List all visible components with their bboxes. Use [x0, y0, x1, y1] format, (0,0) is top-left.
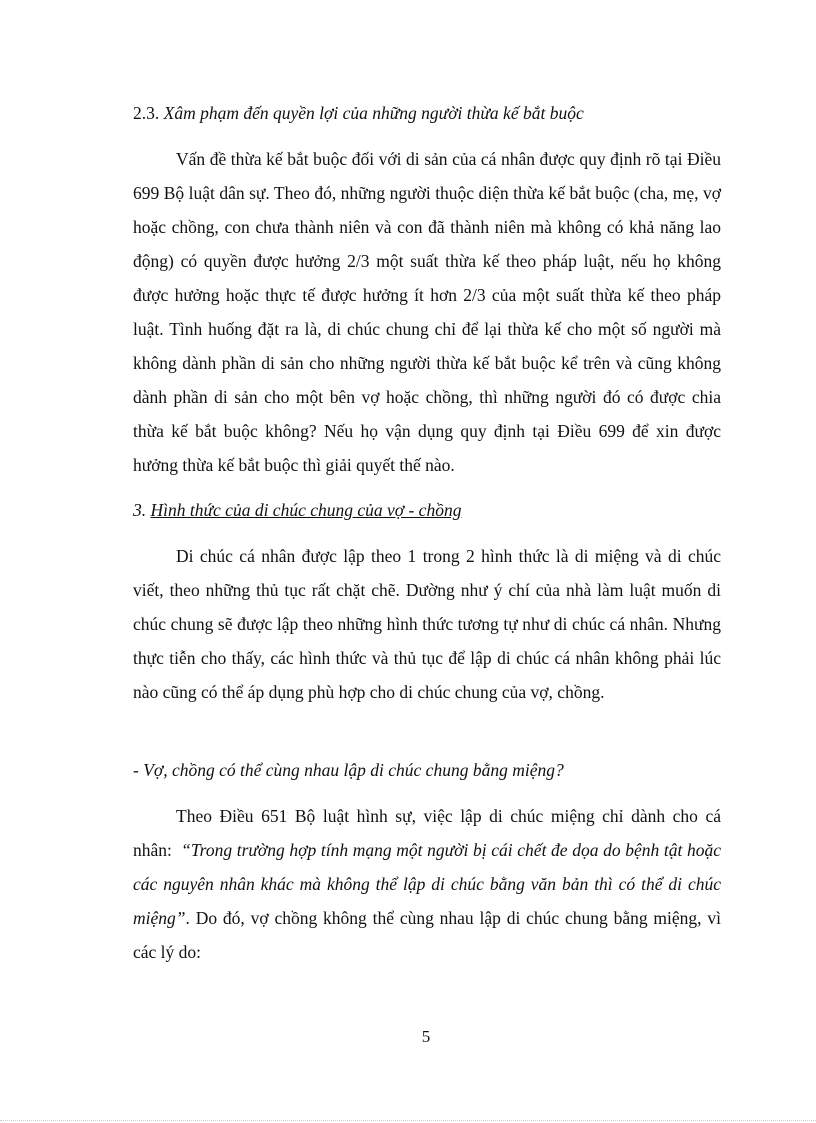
- page-number: 5: [421, 1027, 431, 1046]
- paragraph-text: Vấn đề thừa kế bắt buộc đối với di sản của cá nhân được quy định rõ tại Điều 699 Bộ luật dân sự. Theo đó, những người thuộc diện thừa kế bắt buộc (cha, mẹ, vợ hoặc chồng, con chưa thành niên và con đã thành niên mà không có khả năng lao động) có quyền được hưởng 2/3 một suất thừa kế theo pháp luật, nếu họ không được hưởng hoặc thực tế được hưởng ít hơn 2/3 của một suất thừa kế theo pháp luật. Tình huống đặt ra là, di chúc chung chỉ để lại thừa kế cho một số người mà không dành phần di sản cho những người thừa kế bắt buộc kể trên và cũng không dành phần di sản cho một bên vợ hoặc chồng, thì những người đó có được chia thừa kế bắt buộc không? Nếu họ vận dụng quy định tại Điều 699 để xin được hưởng thừa kế bắt buộc thì giải quyết thế nào.: [133, 149, 721, 475]
- paragraph-text: [133, 799, 721, 969]
- paragraph-will-forms: [133, 539, 721, 709]
- section-number: 3.: [133, 500, 147, 520]
- section-title: Hình thức của di chúc chung của vợ - chồng: [150, 500, 462, 520]
- section-heading-2-3: [133, 103, 584, 124]
- question-text: - Vợ, chồng có thể cùng nhau lập di chúc chung bằng miệng?: [133, 760, 564, 780]
- section-title: Xâm phạm đến quyền lợi của những người thừa kế bắt buộc: [163, 103, 584, 123]
- question-heading: [133, 760, 564, 781]
- section-number: 2.3.: [133, 103, 160, 123]
- legal-quote: “Trong trường hợp tính mạng một người bị cái chết đe dọa do bệnh tật hoặc các nguyên nhân khác mà không thể lập di chúc bằng văn bản thì có thể di chúc miệng”: [133, 840, 722, 928]
- paragraph-inheritance: [133, 142, 721, 482]
- paragraph-lead: Theo Điều 651 Bộ luật hình sự, việc lập di chúc miệng chỉ dành cho cá nhân:: [133, 806, 721, 860]
- section-heading-3: [133, 500, 461, 521]
- paragraph-oral-will: [133, 799, 721, 969]
- paragraph-text: Di chúc cá nhân được lập theo 1 trong 2 hình thức là di miệng và di chúc viết, theo những thủ tục rất chặt chẽ. Dường như ý chí của nhà làm luật muốn di chúc chung sẽ được lập theo những hình thức tương tự như di chúc cá nhân. Nhưng thực tiễn cho thấy, các hình thức và thủ tục để lập di chúc cá nhân không phải lúc nào cũng có thể áp dụng phù hợp cho di chúc chung của vợ, chồng.: [133, 546, 721, 702]
- page-bottom-rule: [0, 1120, 816, 1121]
- paragraph-tail: . Do đó, vợ chồng không thể cùng nhau lập di chúc chung bằng miệng, vì các lý do:: [133, 908, 721, 962]
